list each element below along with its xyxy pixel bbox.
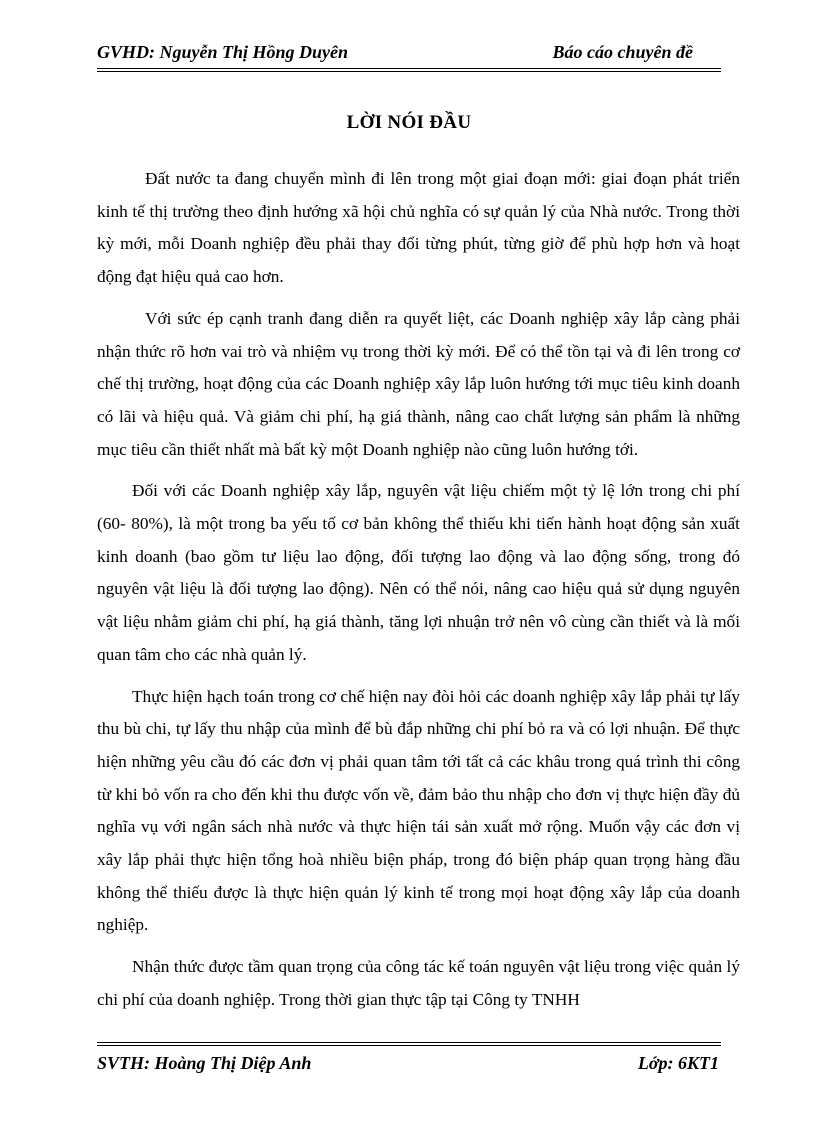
header-instructor: GVHD: Nguyễn Thị Hồng Duyên (97, 42, 349, 62)
paragraph: Đất nước ta đang chuyển mình đi lên trong một giai đoạn mới: giai đoạn phát triển kinh tế thị trường theo định hướng xã hội chủ nghĩa có sự quản lý của Nhà nước. Trong thời kỳ mới, mỗi Doanh nghiệp đều phải thay đổi từng phút, từng giờ để phù hợp hơn và hoạt động đạt hiệu quả cao hơn. (97, 169, 740, 287)
header-report-type: Báo cáo chuyên đề (552, 42, 693, 62)
page-footer (97, 1053, 721, 1077)
footer-student: SVTH: Hoàng Thị Diệp Anh (97, 1053, 312, 1073)
footer-rule-thin (97, 1042, 721, 1043)
footer-class: Lớp: 6KT1 (637, 1053, 719, 1073)
paragraph: Với sức ép cạnh tranh đang diễn ra quyết liệt, các Doanh nghiệp xây lắp càng phải nhận thức rõ hơn vai trò và nhiệm vụ trong thời kỳ mới. Để có thể tồn tại và đi lên trong cơ chế thị trường, hoạt động của các Doanh nghiệp xây lắp luôn hướng tới mục tiêu kinh doanh có lãi và hiệu quả. Và giảm chi phí, hạ giá thành, nâng cao chất lượng sản phẩm là những mục tiêu cần thiết nhất mà bất kỳ một Doanh nghiệp nào cũng luôn hướng tới. (97, 308, 740, 459)
header-rule-thin (97, 71, 721, 72)
page-title: LỜI NÓI ĐẦU (346, 112, 472, 133)
paragraph: Nhận thức được tầm quan trọng của công tác kế toán nguyên vật liệu trong việc quản lý chi phí của doanh nghiệp. Trong thời gian thực tập tại Công ty TNHH (97, 957, 740, 1009)
paragraph: Đối với các Doanh nghiệp xây lắp, nguyên vật liệu chiếm một tỷ lệ lớn trong chi phí (60- 80%), là một trong ba yếu tố cơ bản không thể thiếu khi tiến hành hoạt động sản xuất kinh doanh (bao gồm tư liệu lao động, đối tượng lao động và lao động sống, trong đó nguyên vật liệu là đối tượng lao động). Nên có thể nói, nâng cao hiệu quả sử dụng nguyên vật liệu nhằm giảm chi phí, hạ giá thành, tăng lợi nhuận trở nên vô cùng cần thiết và là mối quan tâm cho các nhà quản lý. (97, 481, 740, 664)
footer-rule (97, 1045, 721, 1046)
document-body (97, 163, 740, 1026)
paragraph: Thực hiện hạch toán trong cơ chế hiện nay đòi hỏi các doanh nghiệp xây lắp phải tự lấy thu bù chi, tự lấy thu nhập của mình để bù đắp những chi phí bỏ ra và có lợi nhuận. Để thực hiện những yêu cầu đó các đơn vị phải quan tâm tới tất cả các khâu trong quá trình thi công từ khi bỏ vốn ra cho đến khi thu được vốn về, đảm bảo thu nhập cho đơn vị thực hiện đầy đủ nghĩa vụ với ngân sách nhà nước và thực hiện tái sản xuất mở rộng. Muốn vậy các đơn vị xây lắp phải thực hiện tổng hoà nhiều biện pháp, trong đó biện pháp quan trọng hàng đầu không thể thiếu được là thực hiện quản lý kinh tế trong mọi hoạt động xây lắp của doanh nghiệp. (97, 686, 740, 935)
header-rule (97, 68, 721, 69)
page-header (97, 42, 721, 66)
